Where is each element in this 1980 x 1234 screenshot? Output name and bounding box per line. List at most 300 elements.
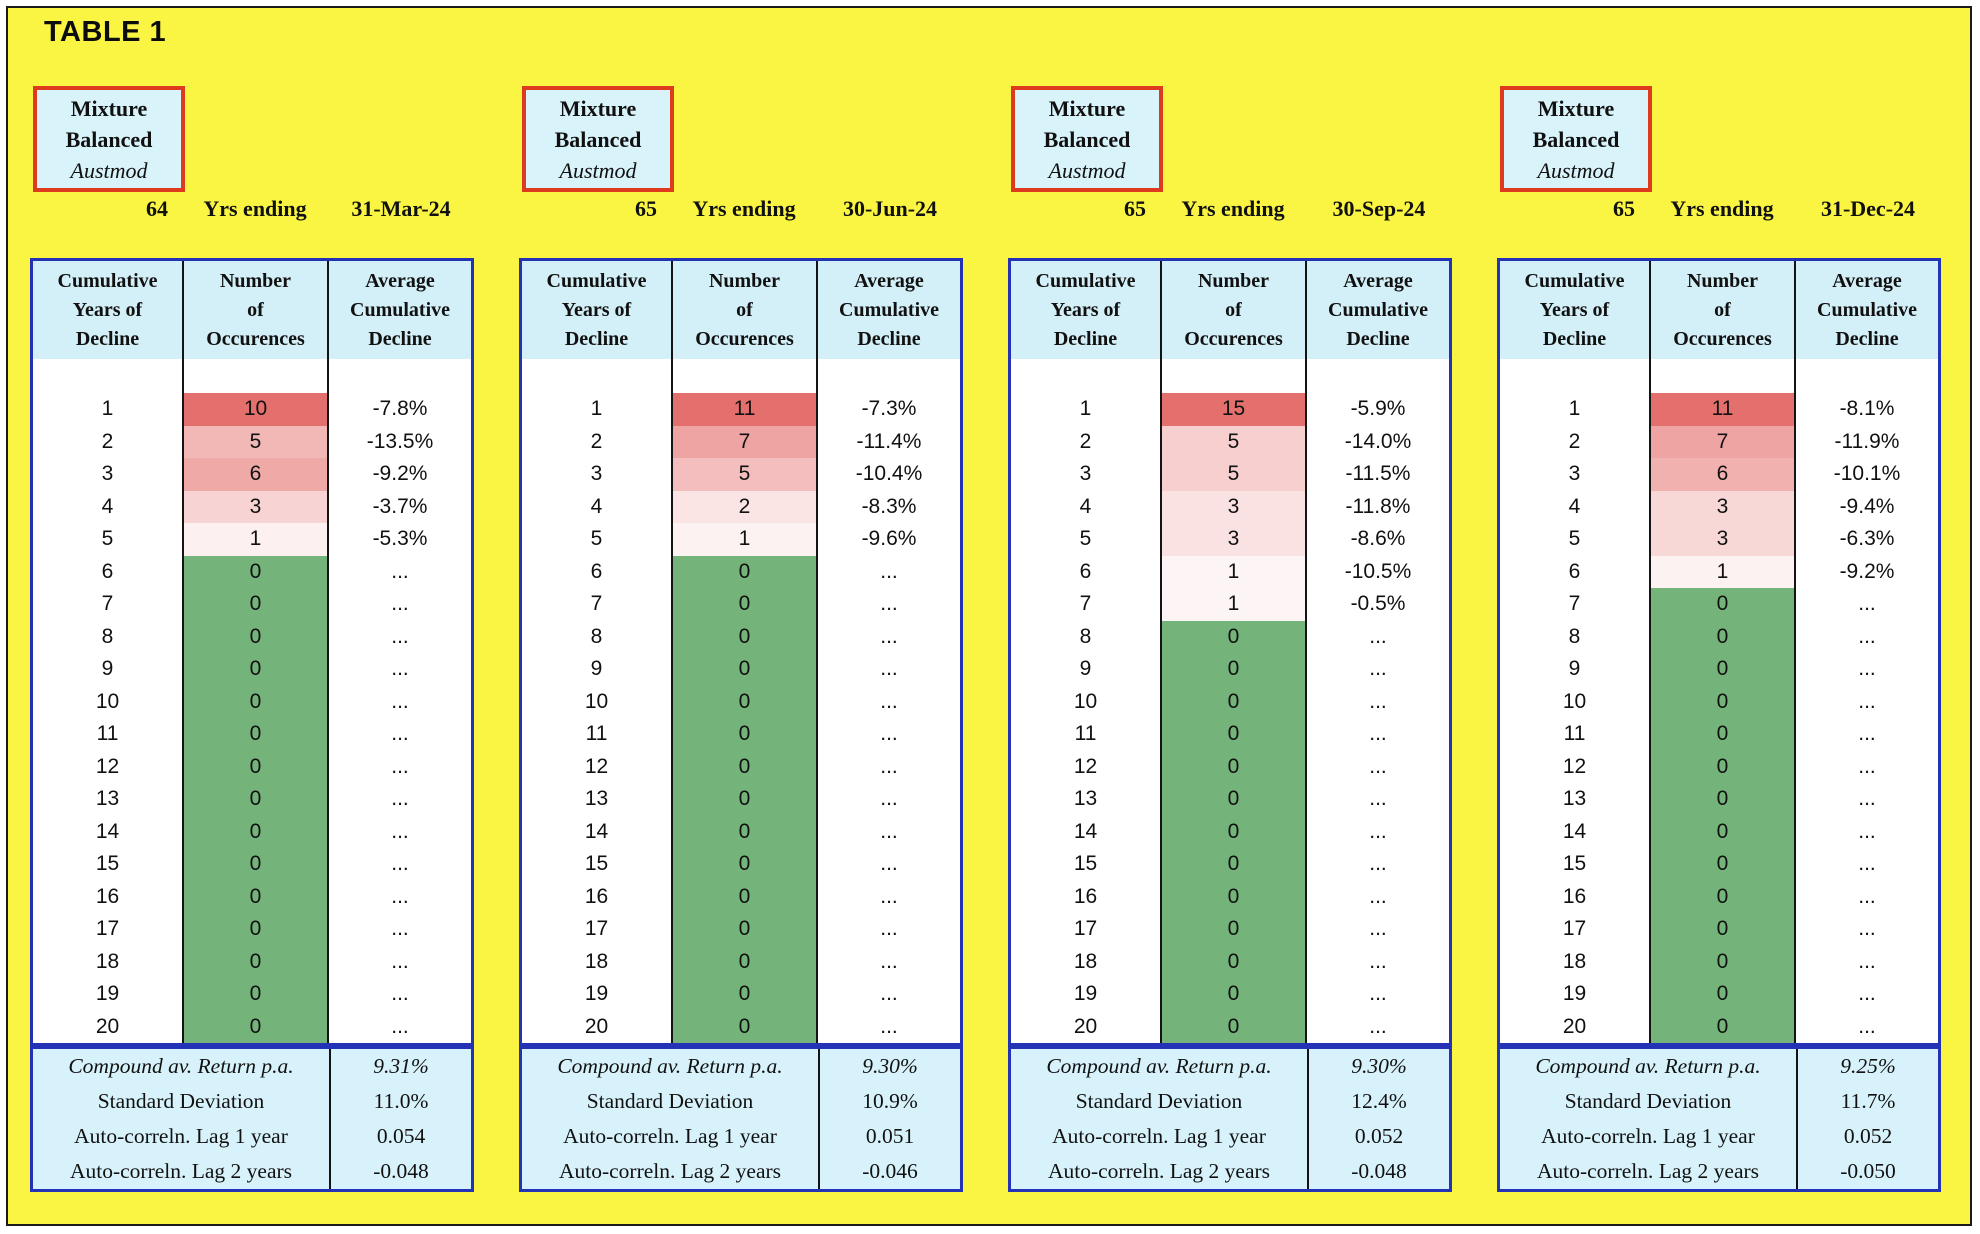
decline-cell: -13.5% [327,426,471,459]
stat-value: 0.052 [1796,1119,1938,1154]
spacer-cell [816,359,960,393]
year-cell: 3 [590,462,603,486]
stat-value: -0.046 [818,1154,960,1189]
fund-name-line2: Balanced [1043,126,1131,152]
year-cell: 12 [1073,754,1098,778]
spacer-cell [1305,359,1449,393]
spacer-cell [671,359,816,393]
col-header-cumulative-years [1011,261,1160,359]
year-cell: 9 [590,657,603,681]
col-header-line: Number [219,269,292,292]
decline-cell: -8.3% [816,491,960,524]
occurrences-cell: 1 [671,523,816,556]
years-count: 64 [146,196,168,221]
decline-cell: -14.0% [1305,426,1449,459]
occurrences-cell: 11 [1649,393,1794,426]
decline-cell: -7.8% [327,393,471,426]
stat-label: Standard Deviation [1075,1089,1243,1113]
occurrences-cell: 11 [671,393,816,426]
decline-cell: ... [816,978,960,1011]
decline-cell: ... [816,816,960,849]
decline-cell: ... [1305,881,1449,914]
col-header-line: of [247,298,264,321]
decline-cell: -10.5% [1305,556,1449,589]
occurrences-cell: 0 [1649,588,1794,621]
decline-cell: ... [1305,913,1449,946]
decline-cell: ... [816,1011,960,1044]
col-header-occurrences [182,261,327,359]
col-header-line: of [1225,298,1242,321]
year-cell: 7 [1568,592,1581,616]
year-cell: 5 [1568,527,1581,551]
col-header-cumulative-years [33,261,182,359]
yrs-ending-label: Yrs ending [1181,196,1285,221]
decline-cell: -8.1% [1794,393,1938,426]
spacer-cell [327,359,471,393]
occurrences-cell: 5 [1160,426,1305,459]
decline-cell: ... [816,621,960,654]
occurrences-cell: 0 [1649,816,1794,849]
decline-cell: ... [1305,653,1449,686]
period-row [30,196,474,222]
occurrences-cell: 0 [671,848,816,881]
occurrences-cell: 0 [182,556,327,589]
col-header-line: Years of [1050,298,1121,321]
year-cell: 4 [101,494,114,518]
occurrences-cell: 0 [1649,978,1794,1011]
col-header-average-decline [1305,261,1449,359]
year-cell: 14 [95,819,120,843]
fund-panel [519,8,963,1208]
occurrences-cell: 0 [1160,848,1305,881]
fund-name-line3: Austmod [1537,157,1615,183]
occurrences-cell: 0 [182,718,327,751]
year-cell: 2 [1079,429,1092,453]
occurrences-cell: 0 [1649,783,1794,816]
decline-cell: ... [1794,1011,1938,1044]
decline-cell: ... [1305,686,1449,719]
year-cell: 5 [1079,527,1092,551]
fund-name-line2: Balanced [1532,126,1620,152]
year-cell: 1 [1568,397,1581,421]
year-cell: 8 [101,624,114,648]
stat-value: 0.051 [818,1119,960,1154]
decline-cell: -5.3% [327,523,471,556]
occurrences-cell: 0 [671,978,816,1011]
col-header-line: Occurences [206,327,305,350]
col-header-line: of [1714,298,1731,321]
year-cell: 10 [95,689,120,713]
year-cell: 3 [1568,462,1581,486]
col-header-line: Decline [1542,327,1607,350]
decline-cell: ... [1794,913,1938,946]
occurrences-cell: 0 [671,816,816,849]
stat-value: 11.0% [329,1084,471,1119]
stat-label: Auto-correln. Lag 1 year [74,1124,288,1148]
year-cell: 8 [1079,624,1092,648]
decline-cell: ... [1305,848,1449,881]
year-cell: 13 [1562,787,1587,811]
occurrences-cell: 10 [182,393,327,426]
decline-cell: -10.4% [816,458,960,491]
summary-stats [1008,1046,1452,1192]
occurrences-cell: 0 [1160,816,1305,849]
occurrences-cell: 0 [182,978,327,1011]
occurrences-cell: 0 [182,751,327,784]
year-cell: 13 [584,787,609,811]
year-cell: 2 [101,429,114,453]
year-cell: 2 [590,429,603,453]
occurrences-cell: 7 [671,426,816,459]
col-header-line: Number [1197,269,1270,292]
decline-cell: ... [1305,816,1449,849]
year-cell: 11 [585,722,608,746]
year-cell: 15 [584,852,609,876]
col-header-occurrences [671,261,816,359]
fund-name-line1: Mixture [70,95,148,121]
col-header-average-decline [327,261,471,359]
decline-cell: ... [327,621,471,654]
decline-cell: ... [1794,783,1938,816]
year-cell: 15 [1562,852,1587,876]
year-cell: 15 [1073,852,1098,876]
fund-box [33,86,185,192]
col-header-line: Decline [857,327,921,350]
year-cell: 18 [1073,949,1098,973]
decline-cell: -11.8% [1305,491,1449,524]
col-header-line: Occurences [695,327,794,350]
occurrences-cell: 0 [671,946,816,979]
year-cell: 5 [101,527,114,551]
stat-label: Compound av. Return p.a. [68,1054,294,1078]
year-cell: 1 [1079,397,1092,421]
year-cell: 7 [590,592,603,616]
decline-cell: ... [1305,621,1449,654]
occurrences-cell: 0 [182,621,327,654]
spacer-cell [1649,359,1794,393]
occurrences-cell: 0 [671,718,816,751]
year-cell: 6 [101,559,114,583]
period-row [1008,196,1452,222]
occurrences-cell: 0 [1160,978,1305,1011]
stat-value: -0.048 [329,1154,471,1189]
occurrences-cell: 0 [182,783,327,816]
fund-name-line2: Balanced [554,126,642,152]
decline-cell: -10.1% [1794,458,1938,491]
decline-cell: ... [327,848,471,881]
spacer-cell [33,359,182,393]
decline-cell: ... [816,718,960,751]
col-header-line: Average [1832,269,1902,292]
year-cell: 14 [584,819,609,843]
stat-value: 0.054 [329,1119,471,1154]
stat-label: Auto-correln. Lag 2 years [1047,1159,1271,1183]
occurrences-cell: 3 [182,491,327,524]
fund-box [1011,86,1163,192]
decline-cell: ... [1794,978,1938,1011]
decline-cell: ... [327,686,471,719]
col-header-line: Decline [75,327,140,350]
year-cell: 3 [101,462,114,486]
col-header-line: Cumulative [546,269,647,292]
yrs-ending-label: Yrs ending [692,196,796,221]
stat-label: Auto-correln. Lag 1 year [1052,1124,1266,1148]
period-end-date: 30-Jun-24 [842,196,938,221]
decline-cell: ... [1794,621,1938,654]
stat-label: Auto-correln. Lag 1 year [563,1124,777,1148]
occurrences-cell: 0 [671,556,816,589]
year-cell: 20 [1073,1014,1098,1038]
stat-label: Auto-correln. Lag 2 years [69,1159,293,1183]
occurrences-cell: 0 [1160,653,1305,686]
occurrences-cell: 0 [1649,913,1794,946]
occurrences-cell: 0 [182,1011,327,1044]
year-cell: 17 [1073,917,1098,941]
year-cell: 16 [1562,884,1587,908]
year-cell: 15 [95,852,120,876]
year-cell: 19 [584,982,609,1006]
year-cell: 13 [1073,787,1098,811]
stat-label: Auto-correln. Lag 1 year [1541,1124,1755,1148]
stat-label: Auto-correln. Lag 2 years [558,1159,782,1183]
year-cell: 6 [590,559,603,583]
col-header-line: Average [1343,269,1413,292]
spacer-cell [1794,359,1938,393]
occurrences-cell: 0 [1160,718,1305,751]
occurrences-cell: 0 [1160,783,1305,816]
decline-table [1008,258,1452,1046]
occurrences-cell: 0 [671,653,816,686]
occurrences-cell: 0 [1160,686,1305,719]
year-cell: 10 [584,689,609,713]
stat-label: Standard Deviation [1564,1089,1732,1113]
decline-cell: ... [1794,718,1938,751]
occurrences-cell: 0 [182,913,327,946]
occurrences-cell: 0 [1160,946,1305,979]
decline-cell: -8.6% [1305,523,1449,556]
occurrences-cell: 0 [671,913,816,946]
occurrences-cell: 0 [1649,653,1794,686]
decline-cell: ... [1794,848,1938,881]
occurrences-cell: 5 [182,426,327,459]
fund-panel [1008,8,1452,1208]
col-header-line: Cumulative [57,269,158,292]
col-header-line: Years of [561,298,632,321]
decline-cell: ... [1794,881,1938,914]
year-cell: 14 [1562,819,1587,843]
occurrences-cell: 0 [1649,881,1794,914]
col-header-occurrences [1160,261,1305,359]
years-count: 65 [635,196,657,221]
decline-cell: ... [327,556,471,589]
col-header-line: Occurences [1184,327,1283,350]
year-cell: 11 [1563,722,1586,746]
occurrences-cell: 0 [1160,913,1305,946]
decline-cell: ... [327,783,471,816]
occurrences-cell: 15 [1160,393,1305,426]
year-cell: 4 [1568,494,1581,518]
fund-panel [30,8,474,1208]
spacer-cell [1011,359,1160,393]
spacer-cell [1160,359,1305,393]
occurrences-cell: 0 [182,848,327,881]
stat-label: Compound av. Return p.a. [1535,1054,1761,1078]
occurrences-cell: 0 [182,686,327,719]
decline-cell: -9.2% [327,458,471,491]
decline-cell: -3.7% [327,491,471,524]
occurrences-cell: 1 [1160,588,1305,621]
year-cell: 9 [1079,657,1092,681]
decline-cell: -6.3% [1794,523,1938,556]
fund-name-line1: Mixture [559,95,637,121]
year-cell: 12 [584,754,609,778]
decline-cell: ... [327,816,471,849]
decline-cell: ... [1794,751,1938,784]
year-cell: 20 [95,1014,120,1038]
summary-stats [30,1046,474,1192]
col-header-cumulative-years [1500,261,1649,359]
decline-table [519,258,963,1046]
fund-name-line3: Austmod [1048,157,1126,183]
occurrences-cell: 0 [671,881,816,914]
fund-name-line3: Austmod [559,157,637,183]
yrs-ending-label: Yrs ending [1670,196,1774,221]
decline-cell: -7.3% [816,393,960,426]
stat-label: Standard Deviation [586,1089,754,1113]
occurrences-cell: 0 [182,653,327,686]
decline-cell: ... [816,751,960,784]
decline-cell: ... [327,751,471,784]
occurrences-cell: 0 [1649,718,1794,751]
occurrences-cell: 6 [1649,458,1794,491]
decline-table [1497,258,1941,1046]
occurrences-cell: 0 [1649,848,1794,881]
year-cell: 16 [1073,884,1098,908]
occurrences-cell: 0 [1160,881,1305,914]
occurrences-cell: 0 [671,1011,816,1044]
decline-cell: -5.9% [1305,393,1449,426]
fund-box [522,86,674,192]
decline-cell: -9.4% [1794,491,1938,524]
years-count: 65 [1124,196,1146,221]
decline-cell: ... [327,881,471,914]
year-cell: 12 [1562,754,1587,778]
occurrences-cell: 6 [182,458,327,491]
occurrences-cell: 0 [182,946,327,979]
stat-value: 9.31% [329,1049,471,1084]
stat-value: 11.7% [1796,1084,1938,1119]
fund-name-line3: Austmod [70,157,148,183]
year-cell: 16 [95,884,120,908]
occurrences-cell: 3 [1649,491,1794,524]
decline-cell: ... [816,913,960,946]
decline-cell: ... [816,783,960,816]
stat-value: -0.048 [1307,1154,1449,1189]
fund-name-line1: Mixture [1537,95,1615,121]
stat-label: Compound av. Return p.a. [557,1054,783,1078]
decline-cell: ... [1305,1011,1449,1044]
decline-cell: ... [1794,686,1938,719]
stat-label: Auto-correln. Lag 2 years [1536,1159,1760,1183]
stat-value: 9.30% [818,1049,960,1084]
decline-cell: ... [1305,751,1449,784]
summary-stats [1497,1046,1941,1192]
fund-name-line1: Mixture [1048,95,1126,121]
decline-cell: -11.5% [1305,458,1449,491]
decline-cell: ... [1794,588,1938,621]
spacer-cell [182,359,327,393]
year-cell: 10 [1562,689,1587,713]
decline-cell: ... [327,1011,471,1044]
year-cell: 17 [584,917,609,941]
occurrences-cell: 3 [1649,523,1794,556]
year-cell: 4 [590,494,603,518]
year-cell: 18 [95,949,120,973]
decline-table [30,258,474,1046]
spacer-cell [522,359,671,393]
stat-value: 10.9% [818,1084,960,1119]
decline-cell: ... [816,556,960,589]
occurrences-cell: 0 [671,588,816,621]
occurrences-cell: 0 [182,816,327,849]
year-cell: 11 [96,722,119,746]
decline-cell: -11.4% [816,426,960,459]
occurrences-cell: 0 [1160,751,1305,784]
year-cell: 3 [1079,462,1092,486]
decline-cell: ... [816,946,960,979]
decline-cell: -0.5% [1305,588,1449,621]
year-cell: 9 [1568,657,1581,681]
period-end-date: 31-Dec-24 [1820,196,1916,221]
year-cell: 1 [101,397,114,421]
col-header-line: Cumulative [1524,269,1625,292]
year-cell: 11 [1074,722,1097,746]
stat-value: 9.25% [1796,1049,1938,1084]
period-end-date: 30-Sep-24 [1332,196,1426,221]
decline-cell: ... [1794,816,1938,849]
occurrences-cell: 0 [1649,1011,1794,1044]
occurrences-cell: 0 [1649,621,1794,654]
year-cell: 8 [1568,624,1581,648]
stat-value: 12.4% [1307,1084,1449,1119]
page-title: TABLE 1 [44,16,167,48]
year-cell: 19 [95,982,120,1006]
decline-cell: ... [327,913,471,946]
year-cell: 6 [1568,559,1581,583]
decline-cell: ... [816,653,960,686]
decline-cell: -11.9% [1794,426,1938,459]
occurrences-cell: 0 [671,783,816,816]
year-cell: 14 [1073,819,1098,843]
year-cell: 18 [1562,949,1587,973]
col-header-line: Cumulative [1817,298,1917,321]
year-cell: 4 [1079,494,1092,518]
stat-label: Standard Deviation [97,1089,265,1113]
stat-label: Compound av. Return p.a. [1046,1054,1272,1078]
fund-name-line2: Balanced [65,126,153,152]
col-header-average-decline [1794,261,1938,359]
occurrences-cell: 1 [1160,556,1305,589]
decline-cell: ... [816,881,960,914]
yrs-ending-label: Yrs ending [203,196,307,221]
year-cell: 1 [590,397,603,421]
period-end-date: 31-Mar-24 [351,196,451,221]
decline-cell: ... [1305,946,1449,979]
occurrences-cell: 1 [1649,556,1794,589]
occurrences-cell: 2 [671,491,816,524]
worksheet-area [6,6,1972,1226]
occurrences-cell: 0 [671,686,816,719]
